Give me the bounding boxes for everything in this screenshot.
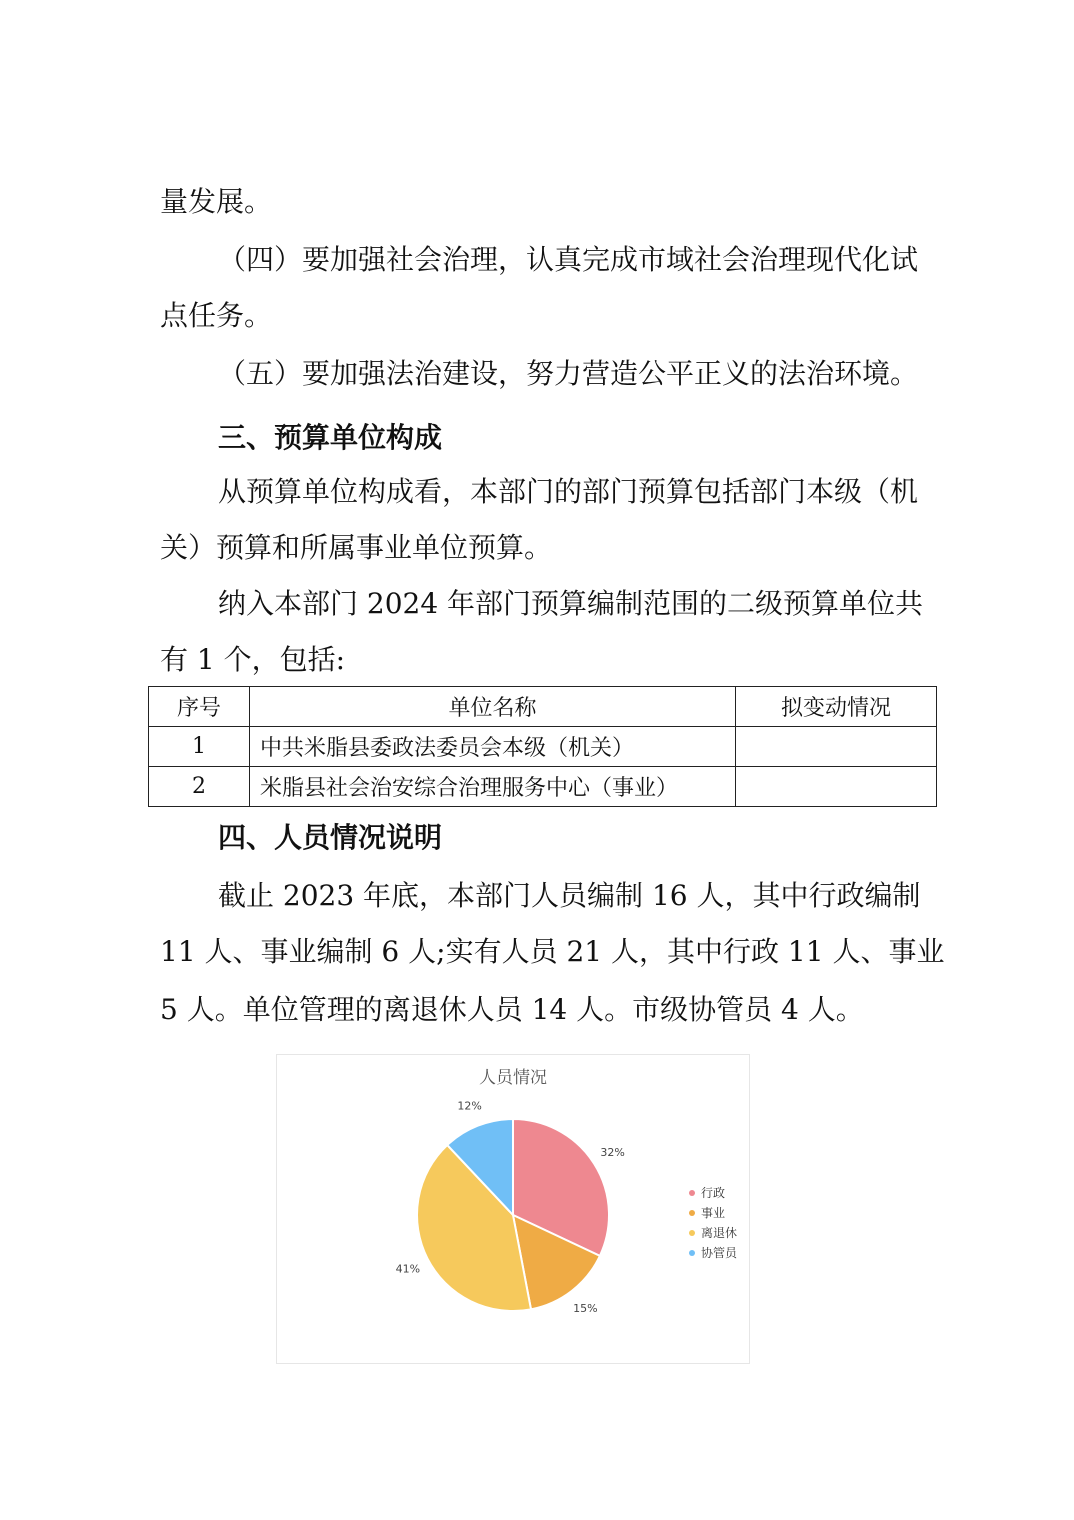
paragraph-line: 点任务。	[160, 299, 273, 332]
paragraph-line: 量发展。	[160, 185, 273, 218]
paragraph-line: （四）要加强社会治理，认真完成市域社会治理现代化试	[218, 243, 919, 276]
pie-data-label: 12%	[457, 1099, 482, 1113]
legend-label: 离退休	[701, 1226, 738, 1240]
table-cell	[736, 727, 937, 767]
table-header-cell: 序号	[149, 687, 250, 727]
pie-data-label: 32%	[600, 1145, 625, 1159]
paragraph-line: 截止 2023 年底，本部门人员编制 16 人，其中行政编制	[218, 879, 921, 912]
table-cell: 中共米脂县委政法委员会本级（机关）	[250, 727, 736, 767]
paragraph-line: 5 人。单位管理的离退休人员 14 人。市级协管员 4 人。	[160, 993, 864, 1026]
section-heading: 三、预算单位构成	[218, 421, 443, 454]
paragraph-line: 11 人、事业编制 6 人;实有人员 21 人，其中行政 11 人、事业	[160, 935, 945, 968]
legend-label: 事业	[701, 1206, 726, 1220]
table-header-row	[149, 687, 937, 727]
legend-label: 行政	[701, 1186, 726, 1200]
paragraph-line: 有 1 个，包括:	[160, 643, 346, 676]
table-cell	[736, 767, 937, 807]
table-cell: 1	[149, 727, 250, 767]
legend-marker	[689, 1250, 695, 1256]
table-cell: 2	[149, 767, 250, 807]
paragraph-line: 关）预算和所属事业单位预算。	[160, 531, 553, 564]
pie-data-label: 41%	[395, 1262, 421, 1276]
legend-label: 协管员	[701, 1246, 738, 1260]
table-row	[149, 767, 937, 807]
legend-marker	[689, 1230, 695, 1236]
staff-pie-chart	[276, 1054, 750, 1364]
legend-marker	[689, 1210, 695, 1216]
table-row	[149, 727, 937, 767]
table-header-cell: 拟变动情况	[736, 687, 937, 727]
paragraph-line: （五）要加强法治建设，努力营造公平正义的法治环境。	[218, 357, 919, 390]
table-cell: 米脂县社会治安综合治理服务中心（事业）	[250, 767, 736, 807]
pie-data-label: 15%	[573, 1302, 598, 1316]
table-header-cell: 单位名称	[250, 687, 736, 727]
legend-marker	[689, 1190, 695, 1196]
paragraph-line: 纳入本部门 2024 年部门预算编制范围的二级预算单位共	[218, 587, 924, 620]
chart-title: 人员情况	[479, 1068, 547, 1088]
pie-chart-svg	[277, 1055, 749, 1363]
section-heading: 四、人员情况说明	[218, 821, 443, 854]
paragraph-line: 从预算单位构成看，本部门的部门预算包括部门本级（机	[218, 475, 919, 508]
budget-units-table	[148, 686, 937, 807]
